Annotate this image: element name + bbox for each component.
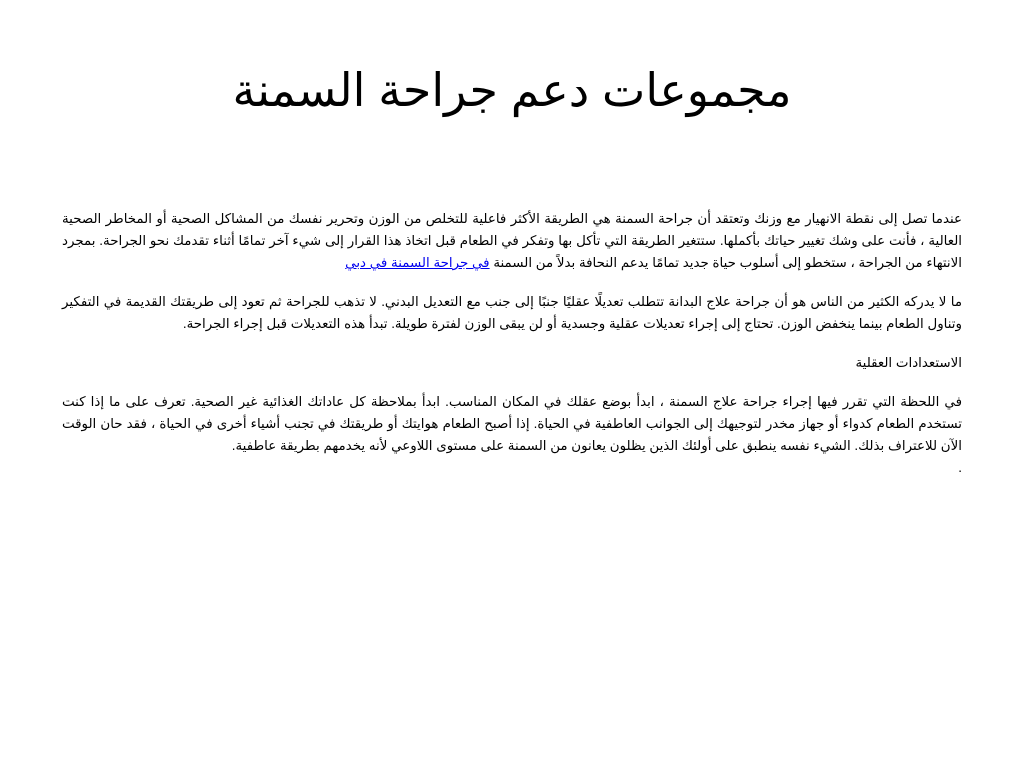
section-heading-mental-preparations: الاستعدادات العقلية <box>855 355 962 370</box>
paragraph-mental-adjustment: ما لا يدركه الكثير من الناس هو أن جراحة علاج البدانة تتطلب تعديلًا عقليًا جنبًا إلى جنب مع التعديل البدني. لا تذهب للجراحة ثم تعود إلى طريقتك القديمة في التفكير وتناول الطعام بينما ينخفض الوزن. تحتاج إلى إجراء تعديلات عقلية وجسدية أو لن يبقى الوزن لفترة طويلة. تبدأ هذه التعديلات قبل إجراء الجراحة. <box>62 294 962 331</box>
paragraph-mental-preparations: في اللحظة التي تقرر فيها إجراء جراحة علاج السمنة ، ابدأ بوضع عقلك في المكان المناسب. ابدأ بملاحظة كل عاداتك الغذائية غير الصحية. تعرف على ما إذا كنت تستخدم الطعام كدواء أو جهاز مخدر لتوجيهك إلى الجوانب العاطفية في الحياة. إذا أصبح الطعام هوايتك أو طريقتك في تجنب أشياء أخرى في الحياة ، فقد حان الوقت الآن للاعتراف بذلك. الشيء نفسه ينطبق على أولئك الذين يظلون يعانون من السمنة على مستوى اللاوعي لأنه يخدمهم بطريقة عاطفية. <box>62 394 962 453</box>
slide-body <box>62 208 962 479</box>
paragraph-intro-text: عندما تصل إلى نقطة الانهيار مع وزنك وتعتقد أن جراحة السمنة هي الطريقة الأكثر فاعلية للتخلص من الوزن وتحرير نفسك من المشاكل الصحية أو المخاطر الصحية العالية ، فأنت على وشك تغيير حياتك بأكملها. ستتغير الطريقة التي تأكل بها وتفكر في الطعام قبل اتخاذ هذا القرار إلى شيء آخر تمامًا أثناء تقدمك نحو الجراحة. بمجرد الانتهاء من الجراحة ، ستخطو إلى أسلوب حياة جديد تمامًا يدعم النحافة بدلاً من السمنة <box>62 211 962 270</box>
slide-title: مجموعات دعم جراحة السمنة <box>232 64 792 116</box>
trailing-dot: . <box>958 460 962 475</box>
paragraph-intro <box>62 208 962 274</box>
bariatric-surgery-dubai-link[interactable]: في جراحة السمنة في دبي <box>345 255 490 270</box>
